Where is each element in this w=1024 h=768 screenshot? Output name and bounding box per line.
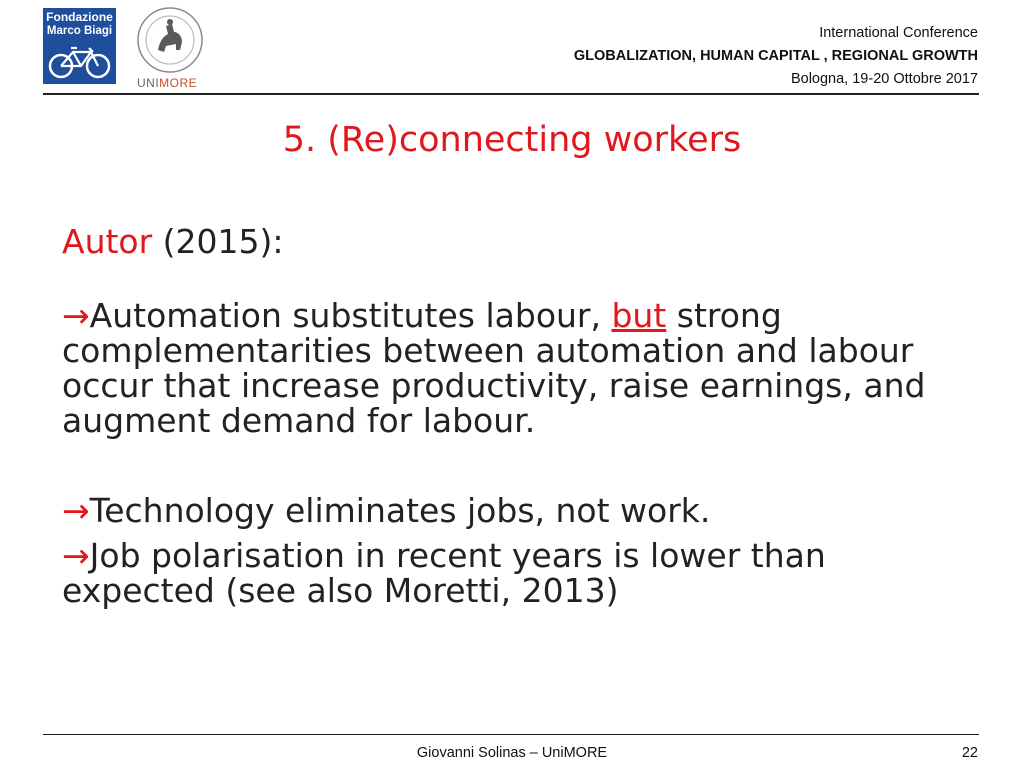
bullet-text-after: strong complementarities between automation and labour occur that increase productivity, raise earnings, and augment demand for labour. [62, 296, 926, 440]
page-number: 22 [961, 745, 978, 761]
citation-author: Autor [62, 222, 153, 261]
arrow-right-icon: → [62, 491, 90, 530]
bullet-text: Job polarisation in recent years is lower than expected (see also Moretti, 2013) [62, 536, 826, 610]
conference-label: International Conference [819, 25, 978, 41]
citation-year: (2015): [152, 222, 284, 261]
bicycle-icon [47, 44, 112, 80]
slide-title: 5. (Re)connecting workers [282, 120, 742, 160]
header-divider [43, 93, 979, 95]
unimore-logo-uni: UNI [137, 76, 160, 90]
bullet-emphasis: but [611, 296, 667, 335]
university-seal-icon [136, 6, 204, 74]
conference-location-date: Bologna, 19-20 Ottobre 2017 [790, 71, 978, 87]
bullet-polarisation [62, 538, 962, 608]
unimore-logo-more: MORE [159, 76, 198, 90]
bullet-text-before: Automation substitutes labour, [89, 296, 612, 335]
unimore-logo [137, 76, 197, 90]
arrow-right-icon: → [62, 536, 90, 575]
conference-title: GLOBALIZATION, HUMAN CAPITAL , REGIONAL GROWTH [573, 48, 978, 64]
footer-divider [43, 734, 979, 735]
bullet-automation [62, 298, 962, 438]
footer-author: Giovanni Solinas – UniMORE [416, 745, 608, 761]
logo-text-line2: Marco Biagi [46, 25, 113, 37]
bullet-text: Technology eliminates jobs, not work. [89, 491, 711, 530]
citation [62, 222, 284, 262]
logo-text-line1: Fondazione [46, 10, 113, 24]
fondazione-marco-biagi-logo [43, 8, 116, 84]
arrow-right-icon: → [62, 296, 90, 335]
bullet-technology [62, 493, 962, 528]
conference-info [574, 22, 978, 91]
